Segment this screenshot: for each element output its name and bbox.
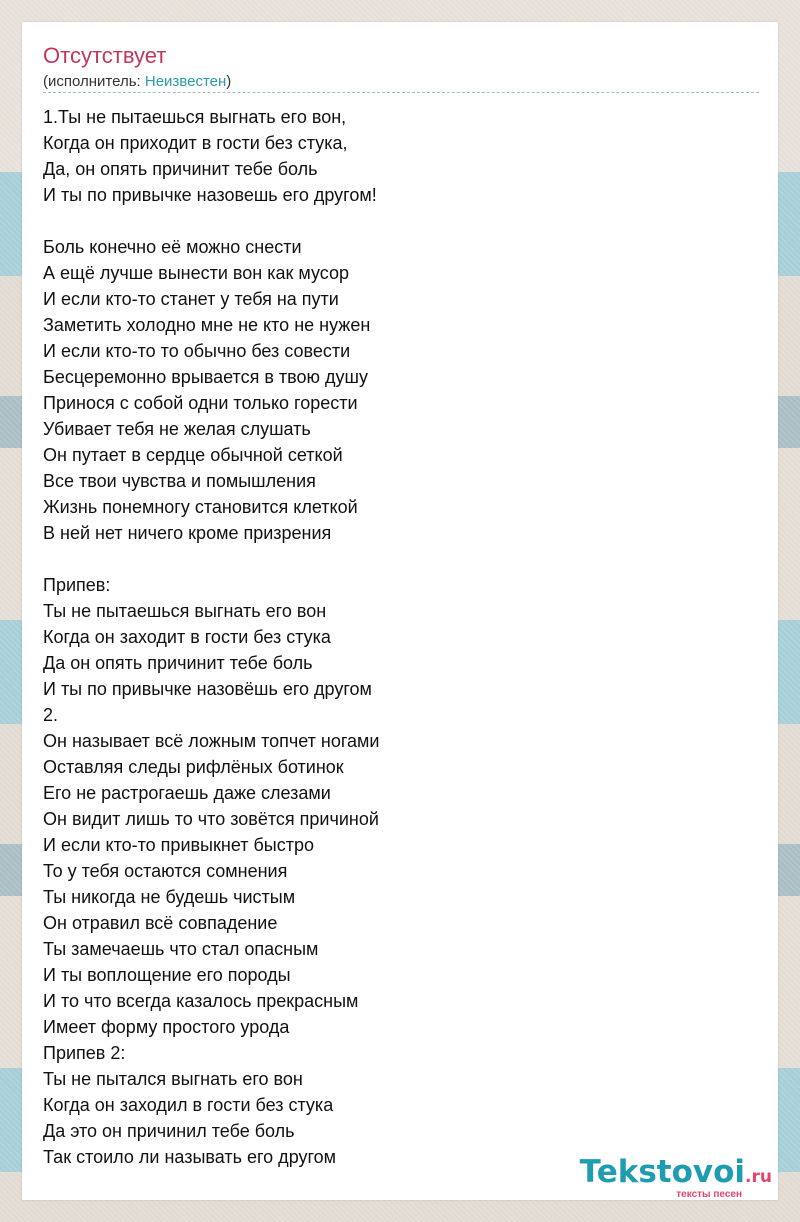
subtitle-suffix: )	[226, 73, 232, 90]
subtitle-prefix: (исполнитель:	[43, 73, 145, 90]
lyric-line: Так стоило ли называть его другом	[43, 1147, 337, 1167]
lyric-line: И если кто-то станет у тебя на пути	[43, 289, 339, 309]
lyric-line: Боль конечно её можно снести	[43, 237, 302, 257]
lyrics-card	[22, 22, 778, 1200]
lyric-line: В ней нет ничего кроме призрения	[43, 523, 332, 543]
lyric-line: Он отравил всё совпадение	[43, 913, 278, 933]
logo-tagline: тексты песен	[676, 1189, 742, 1200]
lyric-line: Когда он заходил в гости без стука	[43, 1095, 334, 1115]
lyric-line: 1.Ты не пытаешься выгнать его вон,	[43, 107, 347, 127]
lyric-line: Оставляя следы рифлёных ботинок	[43, 757, 344, 777]
lyric-line: Убивает тебя не желая слушать	[43, 419, 311, 439]
lyric-line: И то что всегда казалось прекрасным	[43, 991, 359, 1011]
lyric-line: Его не растрогаешь даже слезами	[43, 783, 331, 803]
lyric-line: 2.	[43, 705, 59, 725]
lyric-line: Он называет всё ложным топчет ногами	[43, 731, 380, 751]
lyric-line: Да это он причинил тебе боль	[43, 1121, 295, 1141]
lyric-line: И ты по привычке назовешь его другом!	[43, 185, 377, 205]
lyric-line: Припев:	[43, 575, 111, 595]
song-subtitle	[43, 73, 231, 91]
lyric-line: Когда он приходит в гости без стука,	[43, 133, 348, 153]
lyric-line: И если кто-то то обычно без совести	[43, 341, 351, 361]
lyric-line: Он путает в сердце обычной сеткой	[43, 445, 343, 465]
lyric-line: Принося с собой одни только горести	[43, 393, 358, 413]
song-title: Отсутствует	[43, 43, 167, 68]
lyric-line: И ты воплощение его породы	[43, 965, 291, 985]
lyric-line: Когда он заходит в гости без стука	[43, 627, 331, 647]
lyric-line: Припев 2:	[43, 1043, 126, 1063]
lyric-line	[43, 208, 763, 234]
lyric-line: И ты по привычке назовёшь его другом	[43, 679, 372, 699]
lyric-line: Все твои чувства и помышления	[43, 471, 316, 491]
logo-name: Tekstovoi	[579, 1154, 746, 1190]
lyric-line: Бесцеремонно врывается в твою душу	[43, 367, 368, 387]
lyric-line: А ещё лучше вынести вон как мусор	[43, 263, 349, 283]
logo-domain: .ru	[745, 1167, 772, 1187]
lyric-line	[43, 546, 763, 572]
lyric-line: И если кто-то привыкнет быстро	[43, 835, 314, 855]
lyric-line: Имеет форму простого урода	[43, 1017, 290, 1037]
lyrics-text	[43, 104, 763, 1170]
lyric-line: Ты не пытался выгнать его вон	[43, 1069, 303, 1089]
lyric-line: То у тебя остаются сомнения	[43, 861, 288, 881]
site-logo[interactable]	[580, 1156, 772, 1200]
lyric-line: Ты замечаешь что стал опасным	[43, 939, 319, 959]
artist-link[interactable]: Неизвестен	[144, 73, 227, 90]
lyric-line: Ты не пытаешься выгнать его вон	[43, 601, 327, 621]
lyric-line: Жизнь понемногу становится клеткой	[43, 497, 358, 517]
lyric-line: Ты никогда не будешь чистым	[43, 887, 296, 907]
lyric-line: Да, он опять причинит тебе боль	[43, 159, 318, 179]
lyric-line: Заметить холодно мне не кто не нужен	[43, 315, 371, 335]
lyric-line: Он видит лишь то что зовётся причиной	[43, 809, 379, 829]
header-divider	[43, 92, 759, 93]
lyric-line: Да он опять причинит тебе боль	[43, 653, 313, 673]
